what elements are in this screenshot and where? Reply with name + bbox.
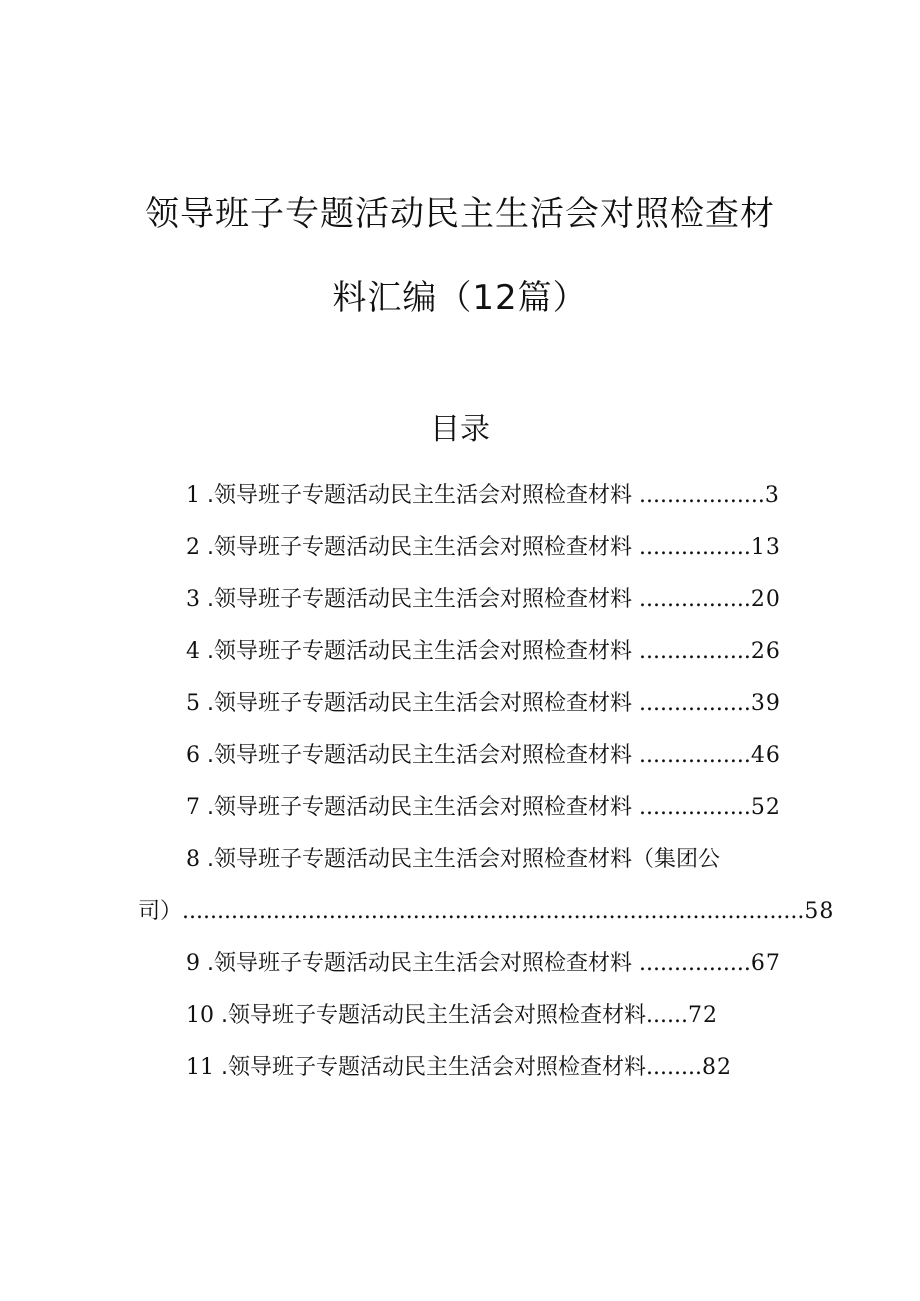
toc-entry-number: 5 [186, 691, 200, 716]
toc-entry-number: 6 [186, 743, 200, 768]
toc-entry-title: .领导班子专题活动民主生活会对照检查材料 [207, 795, 632, 820]
toc-entry-leader: ................ [639, 951, 751, 976]
toc-entry-leader: ................ [639, 587, 751, 612]
toc-entry-7[interactable] [186, 790, 781, 826]
toc-entry-title: .领导班子专题活动民主生活会对照检查材料 [207, 587, 632, 612]
toc-entry-leader: .................. [639, 483, 765, 508]
toc-entry-11[interactable] [186, 1050, 732, 1086]
toc-entry-title: .领导班子专题活动民主生活会对照检查材料 [221, 1055, 646, 1080]
toc-entry-page: 52 [750, 795, 781, 820]
toc-entry-8[interactable] [186, 842, 720, 878]
toc-entry-title: .领导班子专题活动民主生活会对照检查材料 [207, 483, 632, 508]
toc-entry-number: 10 [186, 1003, 214, 1028]
toc-entry-title: .领导班子专题活动民主生活会对照检查材料 [221, 1003, 646, 1028]
toc-entry-10[interactable] [186, 998, 718, 1034]
toc-entry-page: 72 [687, 1003, 718, 1028]
toc-entry-page: 82 [701, 1055, 732, 1080]
toc-entry-title: .领导班子专题活动民主生活会对照检查材料（集团公 [207, 847, 720, 872]
toc-entry-page: 58 [804, 899, 835, 924]
toc-entry-leader: ........ [646, 1055, 702, 1080]
toc-entry-page: 20 [750, 587, 781, 612]
toc-entry-leader: ................ [639, 795, 751, 820]
toc-entry-page: 3 [764, 483, 780, 508]
document-title-line-2: 料汇编（12篇） [332, 278, 588, 318]
toc-entry-page: 26 [750, 639, 781, 664]
toc-entry-number: 2 [186, 535, 200, 560]
toc-entry-8-continued[interactable] [138, 894, 835, 930]
toc-entry-2[interactable] [186, 530, 781, 566]
toc-entry-title: .领导班子专题活动民主生活会对照检查材料 [207, 951, 632, 976]
toc-entry-leader: ................ [639, 743, 751, 768]
toc-entry-title: .领导班子专题活动民主生活会对照检查材料 [207, 535, 632, 560]
toc-entry-title: .领导班子专题活动民主生活会对照检查材料 [207, 743, 632, 768]
toc-entry-number: 4 [186, 639, 200, 664]
toc-entry-4[interactable] [186, 634, 781, 670]
toc-entry-1[interactable] [186, 478, 780, 514]
toc-entry-number: 11 [186, 1055, 214, 1080]
toc-entry-title: .领导班子专题活动民主生活会对照检查材料 [207, 639, 632, 664]
toc-entry-title-continued: 司） [138, 899, 183, 924]
toc-entry-5[interactable] [186, 686, 781, 722]
toc-entry-title: .领导班子专题活动民主生活会对照检查材料 [207, 691, 632, 716]
toc-entry-number: 1 [186, 483, 200, 508]
toc-entry-leader: ......................................................................................... [182, 899, 805, 924]
toc-entry-leader: ................ [639, 691, 751, 716]
toc-entry-leader: ................ [639, 535, 751, 560]
toc-entry-number: 3 [186, 587, 200, 612]
toc-entry-number: 9 [186, 951, 200, 976]
toc-entry-leader: ................ [639, 639, 751, 664]
toc-entry-9[interactable] [186, 946, 781, 982]
toc-heading: 目录 [430, 412, 490, 447]
toc-entry-3[interactable] [186, 582, 781, 618]
toc-entry-page: 46 [750, 743, 781, 768]
toc-entry-number: 8 [186, 847, 200, 872]
toc-entry-leader: ...... [646, 1003, 688, 1028]
toc-entry-page: 13 [750, 535, 781, 560]
document-title-line-1: 领导班子专题活动民主生活会对照检查材 [145, 194, 775, 234]
toc-entry-number: 7 [186, 795, 200, 820]
toc-entry-6[interactable] [186, 738, 781, 774]
toc-entry-page: 67 [750, 951, 781, 976]
toc-entry-page: 39 [750, 691, 781, 716]
